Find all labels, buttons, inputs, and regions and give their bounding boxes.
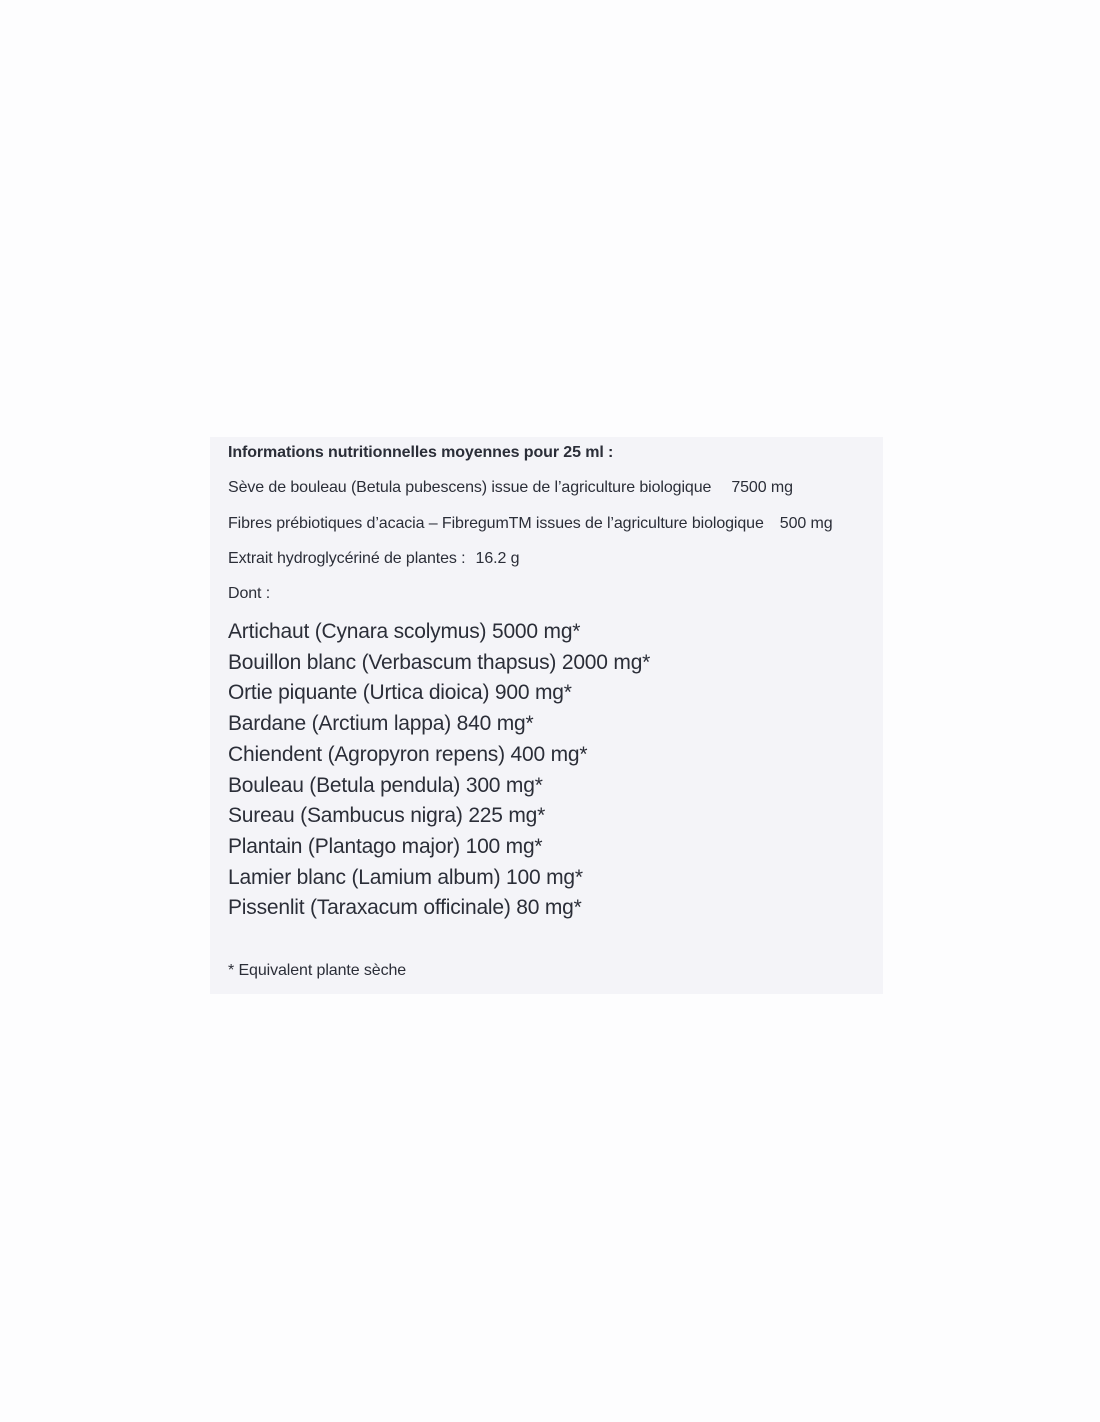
ingredient-row xyxy=(228,550,519,568)
plant-item: Pissenlit (Taraxacum officinale) 80 mg* xyxy=(228,896,582,920)
nutrition-info-panel xyxy=(210,437,883,994)
ingredient-value: 7500 mg xyxy=(731,479,793,496)
ingredient-value: 500 mg xyxy=(779,515,833,532)
ingredient-label: Sève de bouleau (Betula pubescens) issue de l’agriculture biologique xyxy=(228,479,712,496)
dont-label: Dont : xyxy=(228,585,271,602)
ingredient-value: 16.2 g xyxy=(475,550,520,567)
ingredient-label: Extrait hydroglycériné de plantes : xyxy=(228,550,466,567)
plant-item: Bardane (Arctium lappa) 840 mg* xyxy=(228,712,534,736)
footnote: * Equivalent plante sèche xyxy=(228,962,407,979)
plant-item: Plantain (Plantago major) 100 mg* xyxy=(228,834,543,858)
plant-item: Chiendent (Agropyron repens) 400 mg* xyxy=(228,742,588,766)
plant-item: Bouleau (Betula pendula) 300 mg* xyxy=(228,773,543,797)
plant-item: Bouillon blanc (Verbascum thapsus) 2000 mg* xyxy=(228,650,651,674)
nutrition-title: Informations nutritionnelles moyennes pour 25 ml : xyxy=(228,444,614,461)
ingredient-label: Fibres prébiotiques d’acacia – FibregumTM issues de l’agriculture biologique xyxy=(228,515,764,532)
ingredient-row xyxy=(228,479,793,497)
plant-item: Sureau (Sambucus nigra) 225 mg* xyxy=(228,804,546,828)
plant-item: Lamier blanc (Lamium album) 100 mg* xyxy=(228,865,583,889)
ingredient-row xyxy=(228,515,833,533)
plant-item: Artichaut (Cynara scolymus) 5000 mg* xyxy=(228,620,581,643)
plant-list xyxy=(228,617,650,924)
plant-item: Ortie piquante (Urtica dioica) 900 mg* xyxy=(228,681,572,705)
